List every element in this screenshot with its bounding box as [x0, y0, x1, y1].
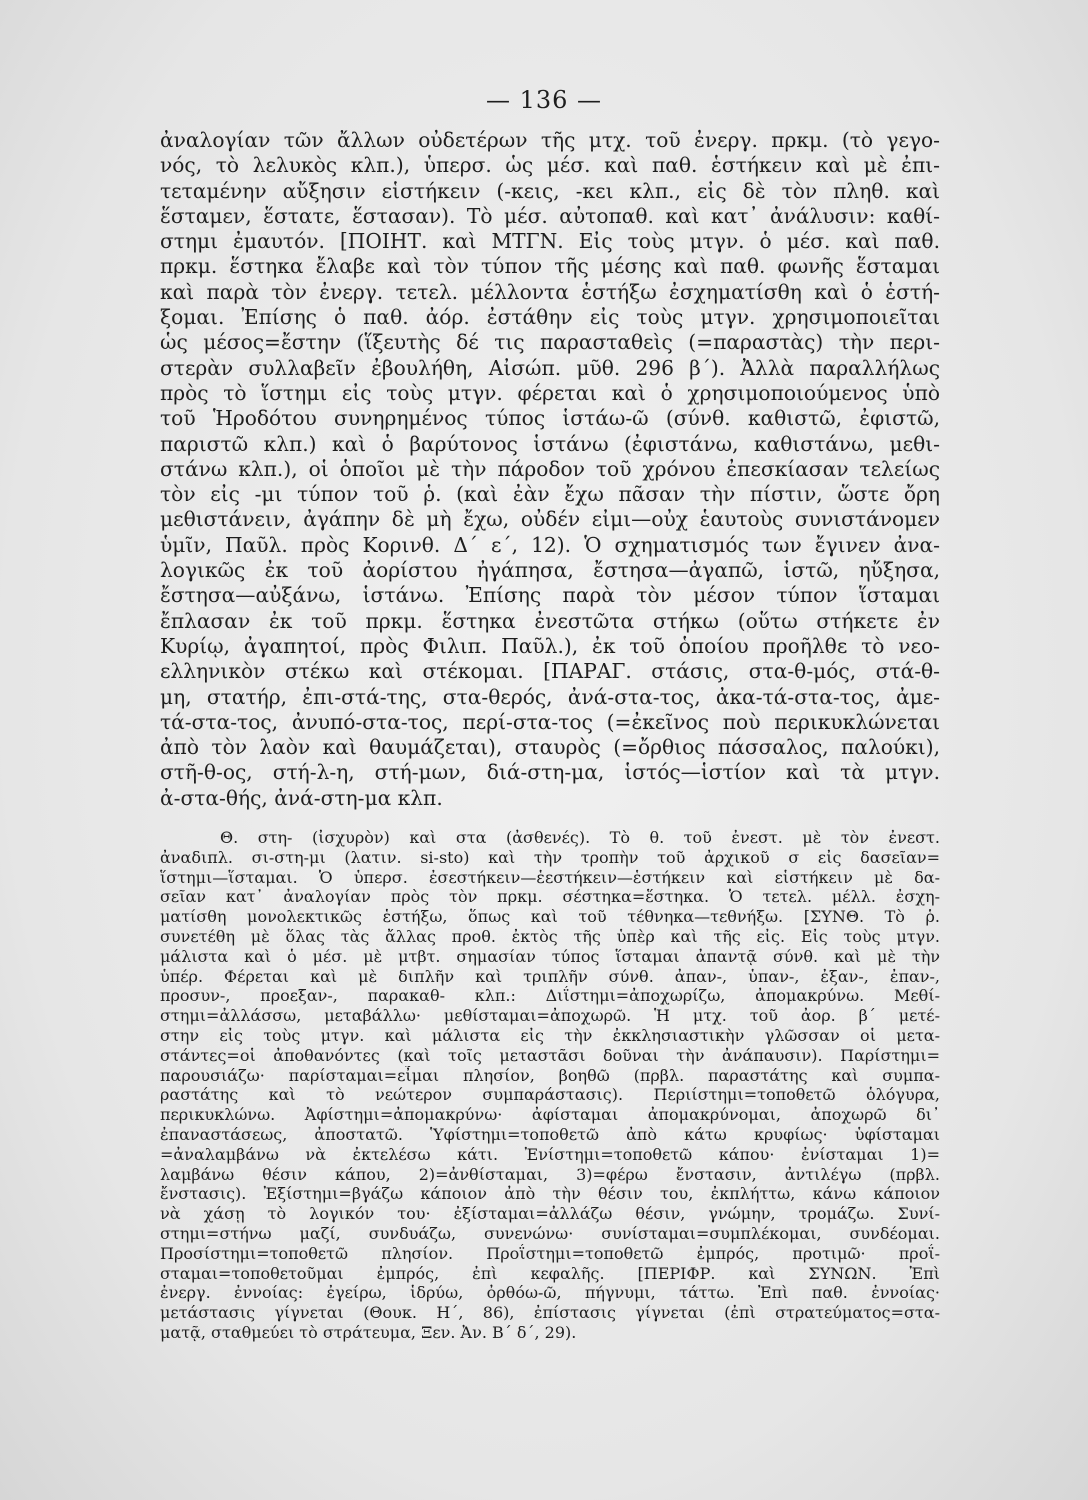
main-text-line: στερὰν συλλαβεῖν ἐβουλήθη, Αἰσώπ. μῦθ. 296 β΄). Ἀλλὰ παραλλήλως — [160, 355, 940, 380]
main-text-line: ἔπλασαν ἐκ τοῦ πρκμ. ἕστηκα ἐνεστῶτα στήκω (οὕτω στήκετε ἐν — [160, 608, 940, 633]
main-text-line: μη, στατήρ, ἐπι-στά-της, στα-θερός, ἀνά-στα-τος, ἀκα-τά-στα-τος, ἀμε- — [160, 684, 940, 709]
footnote-line: νὰ χάσῃ τὸ λογικόν του· ἐξίσταμαι=ἀλλάζω θέσιν, γνώμην, τρομάζω. Συνί- — [160, 1204, 940, 1224]
main-text-line: ἀ-στα-θής, ἀνά-στη-μα κλπ. — [160, 785, 443, 810]
main-text-line: τὸν εἰς -μι τύπον τοῦ ῥ. (καὶ ἐὰν ἔχω πᾶσαν τὴν πίστιν, ὥστε ὄρη — [160, 482, 940, 507]
footnote-line: =ἀναλαμβάνω νὰ ἐκτελέσω κάτι. Ἐνίστημι=τοποθετῶ κάπου· ἐνίσταμαι 1)= — [160, 1144, 940, 1164]
main-text — [160, 128, 940, 811]
footnote-line: ἀναδιπλ. σι-στη-μι (λατιν. si-sto) καὶ τὴν τροπὴν τοῦ ἀρχικοῦ σ εἰς δασεῖαν= — [160, 847, 940, 867]
main-text-line: τά-στα-τος, ἀνυπό-στα-τος, περί-στα-τος (=ἐκεῖνος ποὺ περικυκλώνεται — [160, 709, 940, 734]
main-text-line: παριστῶ κλπ.) καὶ ὁ βαρύτονος ἱστάνω (ἐφιστάνω, καθιστάνω, μεθι- — [160, 431, 940, 456]
footnote-line: ὑπέρ. Φέρεται καὶ μὲ διπλῆν καὶ τριπλῆν σύνθ. ἀπαν-, ὑπαν-, ἐξαν-, ἐπαν-, — [160, 966, 940, 986]
footnote-line: ἵστημι—ἵσταμαι. Ὁ ὑπερσ. ἐσεστήκειν—ἑεστήκειν—ἑστήκειν καὶ εἱστήκειν μὲ δα- — [160, 867, 940, 887]
footnote-line: στημι=στήνω μαζί, συνδυάζω, συνενώνω· συνίσταμαι=συμπλέκομαι, συνδέομαι. — [160, 1223, 940, 1243]
footnote-line: ἔνστασις). Ἐξίστημι=βγάζω κάποιον ἀπὸ τὴν θέσιν του, ἐκπλήττω, κάνω κάποιον — [160, 1184, 940, 1204]
main-text-line: νός, τὸ λελυκὸς κλπ.), ὑπερσ. ὡς μέσ. καὶ παθ. ἑστήκειν καὶ μὲ ἐπι- — [160, 153, 940, 178]
footnote-line: συνετέθη μὲ ὅλας τὰς ἄλλας προθ. ἐκτὸς τῆς ὑπὲρ καὶ τῆς εἰς. Εἰς τοὺς μτγν. — [160, 926, 940, 946]
main-text-line: ξομαι. Ἐπίσης ὁ παθ. ἀόρ. ἐστάθην εἰς τοὺς μτγν. χρησιμοποιεῖται — [160, 305, 940, 330]
footnote-line: σεῖαν κατ᾽ ἀναλογίαν πρὸς τὸν πρκμ. σέστηκα=ἕστηκα. Ὁ τετελ. μέλλ. ἐσχη- — [160, 887, 940, 907]
main-text-line: ὡς μέσος=ἔστην (ἵξευτὴς δέ τις παρασταθεὶς (=παραστὰς) τὴν περι- — [160, 330, 940, 355]
main-text-line: ἀναλογίαν τῶν ἄλλων οὐδετέρων τῆς μτχ. τοῦ ἐνεργ. πρκμ. (τὸ γεγο- — [160, 128, 940, 152]
main-text-line: ἀπὸ τὸν λαὸν καὶ θαυμάζεται), σταυρὸς (=ὄρθιος πάσσαλος, παλούκι), — [160, 735, 940, 760]
footnote-line: στάντες=οἱ ἀποθανόντες (καὶ τοῖς μεταστᾶσι δοῦναι τὴν ἀνάπαυσιν). Παρίστημι= — [160, 1045, 940, 1065]
main-text-line: πρὸς τὸ ἵστημι εἰς τοὺς μτγν. φέρεται καὶ ὁ χρησιμοποιούμενος ὑπὸ — [160, 380, 940, 405]
main-text-line: ἕσταμεν, ἕστατε, ἕστασαν). Τὸ μέσ. αὐτοπαθ. καὶ κατ᾽ ἀνάλυσιν: καθί- — [160, 203, 940, 228]
main-text-line: ἔστησα—αὐξάνω, ἱστάνω. Ἐπίσης παρὰ τὸν μέσον τύπον ἵσταμαι — [160, 583, 940, 608]
main-text-line: ελληνικὸν στέκω καὶ στέκομαι. [ΠΑΡΑΓ. στάσις, στα-θ-μός, στά-θ- — [160, 659, 940, 684]
footnote-line: παρουσιάζω· παρίσταμαι=εἶμαι πλησίον, βοηθῶ (πρβλ. παραστάτης καὶ συμπα- — [160, 1065, 940, 1085]
main-text-line: πρκμ. ἕστηκα ἔλαβε καὶ τὸν τύπον τῆς μέσης καὶ παθ. φωνῆς ἕσταμαι — [160, 254, 940, 279]
footnote-line: ἐνεργ. ἐννοίας: ἐγείρω, ἱδρύω, ὀρθόω-ῶ, πήγνυμι, τάττω. Ἐπὶ παθ. ἐννοίας· — [160, 1283, 940, 1303]
main-text-line: τοῦ Ἡροδότου συνηρημένος τύπος ἱστάω-ῶ (σύνθ. καθιστῶ, ἐφιστῶ, — [160, 406, 940, 431]
footnote-line: μετάστασις γίγνεται (Θουκ. Η΄, 86), ἐπίστασις γίγνεται (ἐπὶ στρατεύματος=στα- — [160, 1303, 940, 1323]
footnote-line: ματᾷ, σταθμεύει τὸ στράτευμα, Ξεν. Ἀν. Β΄ δ΄, 29). — [160, 1322, 577, 1342]
main-text-line: ὑμῖν, Παῦλ. πρὸς Κορινθ. Δ΄ ε΄, 12). Ὁ σχηματισμός των ἔγινεν ἀνα- — [160, 532, 940, 557]
page-number: — 136 — — [485, 86, 603, 114]
main-text-line: λογικῶς ἐκ τοῦ ἀορίστου ἠγάπησα, ἔστησα—ἀγαπῶ, ἱστῶ, ηὔξησα, — [160, 558, 940, 583]
footnote-line: σταμαι=τοποθετοῦμαι ἐμπρός, ἐπὶ κεφαλῆς. [ΠΕΡΙΦΡ. καὶ ΣΥΝΩΝ. Ἐπὶ — [160, 1263, 940, 1283]
main-text-line: τεταμένην αὔξησιν εἱστήκειν (-κεις, -κει κλπ., εἰς δὲ τὸν πληθ. καὶ — [160, 178, 940, 203]
footnote-line: στημι=ἀλλάσσω, μεταβάλλω· μεθίσταμαι=ἀποχωρῶ. Ἡ μτχ. τοῦ ἀορ. β΄ μετέ- — [160, 1006, 940, 1026]
footnote-line: Θ. στη- (ἰσχυρὸν) καὶ στα (ἀσθενές). Τὸ θ. τοῦ ἐνεστ. μὲ τὸν ἐνεστ. — [220, 828, 940, 847]
footnote-line: ραστάτης καὶ τὸ νεώτερον συμπαράστασις). Περιίστημι=τοποθετῶ ὁλόγυρα, — [160, 1085, 940, 1105]
footnote-line: Προσίστημι=τοποθετῶ πλησίον. Προΐστημι=τοποθετῶ ἐμπρός, προτιμῶ· προΐ- — [160, 1243, 940, 1263]
main-text-line: στημι ἐμαυτόν. [ΠΟΙΗΤ. καὶ ΜΤΓΝ. Εἰς τοὺς μτγν. ὁ μέσ. καὶ παθ. — [160, 229, 940, 254]
footnote-line: λαμβάνω θέσιν κάπου, 2)=ἀνθίσταμαι, 3)=φέρω ἔνστασιν, ἀντιλέγω (πρβλ. — [160, 1164, 940, 1184]
main-text-line: Κυρίῳ, ἀγαπητοί, πρὸς Φιλιπ. Παῦλ.), ἐκ τοῦ ὁποίου προῆλθε τὸ νεο- — [160, 633, 940, 658]
footnote-text — [160, 828, 940, 1343]
footnote-line: στην εἰς τοὺς μτγν. καὶ μάλιστα εἰς τὴν ἐκκλησιαστικὴν γλῶσσαν οἱ μετα- — [160, 1025, 940, 1045]
main-text-line: μεθιστάνειν, ἀγάπην δὲ μὴ ἔχω, οὐδέν εἰμι—οὐχ ἑαυτοὺς συνιστάνομεν — [160, 507, 940, 532]
footnote-line: περικυκλώνω. Ἀφίστημι=ἀπομακρύνω· ἀφίσταμαι ἀπομακρύνομαι, ἀποχωρῶ δι᾽ — [160, 1105, 940, 1125]
footnote-line: μάλιστα καὶ ὁ μέσ. μὲ μτβτ. σημασίαν τύπος ἵσταμαι ἀπαντᾷ σύνθ. καὶ μὲ τὴν — [160, 946, 940, 966]
main-text-line: στῆ-θ-ος, στή-λ-η, στή-μων, διά-στη-μα, ἱστός—ἱστίον καὶ τὰ μτγν. — [160, 760, 940, 785]
footnote-line: προσυν-, προεξαν-, παρακαθ- κλπ.: Διΐστημι=ἀποχωρίζω, ἀπομακρύνω. Μεθί- — [160, 986, 940, 1006]
main-text-line: καὶ παρὰ τὸν ἐνεργ. τετελ. μέλλοντα ἑστήξω ἐσχηματίσθη καὶ ὁ ἑστή- — [160, 279, 940, 304]
main-text-line: στάνω κλπ.), οἱ ὁποῖοι μὲ τὴν πάροδον τοῦ χρόνου ἐπεσκίασαν τελείως — [160, 456, 940, 481]
footnote-line: ματίσθη μονολεκτικῶς ἑστήξω, ὅπως καὶ τοῦ τέθνηκα—τεθνήξω. [ΣΥΝΘ. Τὸ ῥ. — [160, 907, 940, 927]
footnote-line: ἐπαναστάσεως, ἀποστατῶ. Ὑφίστημι=τοποθετῶ ἀπὸ κάτω κρυφίως· ὑφίσταμαι — [160, 1124, 940, 1144]
